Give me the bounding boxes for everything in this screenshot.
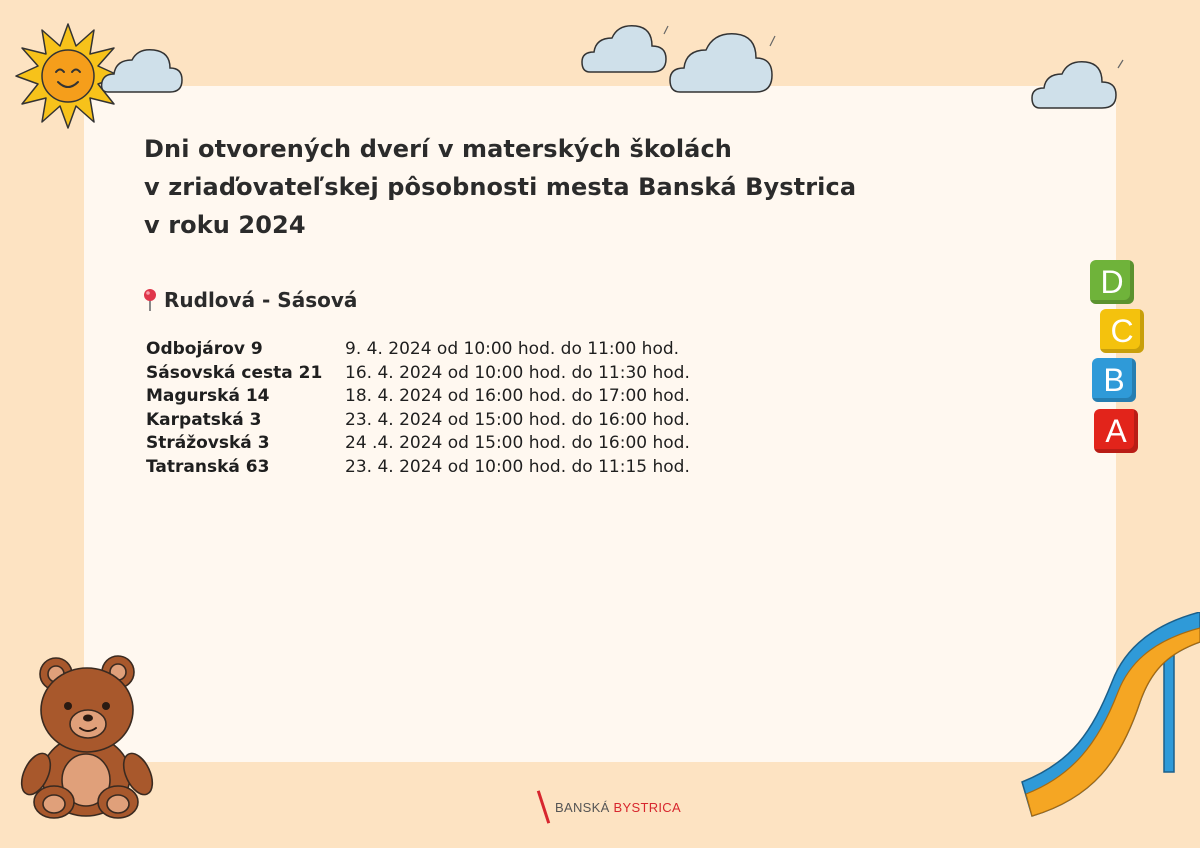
school-address: Sásovská cesta 21: [146, 362, 323, 383]
cloud-icon: [668, 28, 778, 100]
school-address: Odbojárov 9: [146, 339, 263, 359]
letter-block-a: A: [1094, 409, 1138, 453]
table-row: [146, 338, 690, 362]
cloud-icon: [580, 20, 670, 80]
school-address: Karpatská 3: [146, 409, 262, 430]
school-address: Magurská 14: [146, 386, 270, 406]
school-address: Tatranská 63: [146, 456, 270, 477]
open-day-time: 16. 4. 2024 od 10:00 hod. do 11:30 hod.: [345, 362, 690, 383]
table-row: [146, 432, 690, 456]
logo-word: BANSKÁ: [555, 799, 610, 815]
title-line: v roku 2024: [144, 211, 306, 239]
title-line: Dni otvorených dverí v materských školách: [144, 135, 732, 163]
open-day-time: 24 .4. 2024 od 15:00 hod. do 16:00 hod.: [345, 433, 690, 453]
table-row: [146, 456, 690, 480]
city-logo: [542, 790, 681, 824]
page-title: [144, 130, 856, 244]
logo-word: BYSTRICA: [613, 799, 681, 815]
cloud-icon: [100, 44, 186, 98]
map-pin-icon: [142, 288, 158, 312]
title-line: v zriaďovateľskej pôsobnosti mesta Banská Bystrica: [144, 173, 857, 201]
letter-block-d: D: [1090, 260, 1134, 304]
open-day-time: 18. 4. 2024 od 16:00 hod. do 17:00 hod.: [345, 386, 690, 406]
school-address: Strážovská 3: [146, 433, 270, 453]
logo-slash-icon: [537, 790, 550, 823]
open-day-time: 23. 4. 2024 od 10:00 hod. do 11:15 hod.: [345, 456, 690, 477]
table-row: [146, 362, 690, 386]
teddy-bear-icon: [18, 652, 158, 822]
table-row: [146, 409, 690, 433]
open-day-time: 9. 4. 2024 od 10:00 hod. do 11:00 hod.: [345, 339, 680, 359]
location-name: Rudlová - Sásová: [164, 288, 358, 312]
letter-block-b: B: [1092, 358, 1136, 402]
slide-icon: [1012, 612, 1200, 824]
location-heading: [142, 288, 357, 312]
schedule-table: [146, 338, 690, 479]
table-row: [146, 385, 690, 409]
cloud-icon: [1030, 56, 1128, 114]
open-day-time: 23. 4. 2024 od 15:00 hod. do 16:00 hod.: [345, 409, 690, 430]
letter-block-c: C: [1100, 309, 1144, 353]
